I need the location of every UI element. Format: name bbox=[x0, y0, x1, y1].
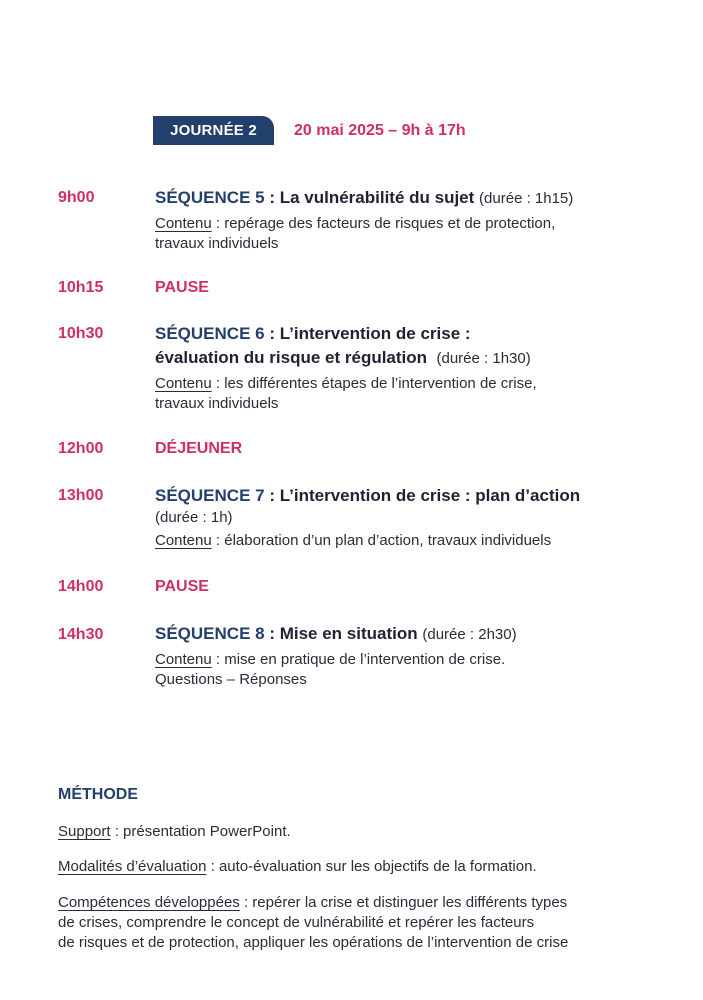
sequence-label: SÉQUENCE 8 bbox=[155, 624, 265, 643]
sequence-label: SÉQUENCE 7 bbox=[155, 486, 265, 505]
sequence-8 bbox=[155, 622, 675, 690]
methode-competences: Compétences développées : repérer la crise et distinguer les différents types de crises, comprendre le concept de vulnérabilité et repérer les facteurs de risques et de protection, appliquer les opérations de l’intervention de crise bbox=[58, 894, 569, 951]
sequence-title: : Mise en situation bbox=[264, 624, 418, 643]
sequence-duree: (durée : 2h30) bbox=[422, 626, 517, 643]
journee-badge: JOURNÉE 2 bbox=[153, 116, 274, 145]
sequence-contenu: Contenu : les différentes étapes de l’intervention de crise, travaux individuels bbox=[155, 375, 537, 412]
sequence-title: : L’intervention de crise : plan d’action bbox=[264, 486, 581, 505]
dejeuner-label: DÉJEUNER bbox=[155, 440, 243, 457]
methode-modalites: Modalités d’évaluation : auto-évaluation sur les objectifs de la formation. bbox=[58, 858, 537, 875]
sequence-contenu: Contenu : mise en pratique de l’intervention de crise. Questions – Réponses bbox=[155, 651, 506, 688]
time-14h00: 14h00 bbox=[58, 578, 104, 595]
time-9h00: 9h00 bbox=[58, 189, 95, 206]
sequence-contenu: Contenu : repérage des facteurs de risques et de protection, travaux individuels bbox=[155, 215, 556, 252]
sequence-label: SÉQUENCE 6 bbox=[155, 324, 265, 343]
methode-title: MÉTHODE bbox=[58, 786, 138, 803]
sequence-contenu: Contenu : élaboration d’un plan d’action, travaux individuels bbox=[155, 532, 552, 549]
sequence-5 bbox=[155, 186, 675, 254]
sequence-7 bbox=[155, 484, 675, 551]
journee-date: 20 mai 2025 – 9h à 17h bbox=[294, 122, 466, 139]
sequence-duree: (durée : 1h) bbox=[155, 509, 233, 526]
time-13h00: 13h00 bbox=[58, 487, 104, 504]
sequence-title-line2: évaluation du risque et régulation bbox=[155, 348, 428, 367]
pause-label: PAUSE bbox=[155, 279, 209, 296]
time-10h15: 10h15 bbox=[58, 279, 104, 296]
sequence-duree: (durée : 1h30) bbox=[436, 350, 531, 367]
time-14h30: 14h30 bbox=[58, 626, 104, 643]
pause-label: PAUSE bbox=[155, 578, 209, 595]
time-12h00: 12h00 bbox=[58, 440, 104, 457]
sequence-6 bbox=[155, 322, 675, 414]
sequence-title: : La vulnérabilité du sujet bbox=[264, 188, 475, 207]
sequence-title: : L’intervention de crise : bbox=[264, 324, 471, 343]
sequence-duree: (durée : 1h15) bbox=[479, 190, 574, 207]
methode-support: Support : présentation PowerPoint. bbox=[58, 823, 291, 840]
sequence-label: SÉQUENCE 5 bbox=[155, 188, 265, 207]
time-10h30: 10h30 bbox=[58, 325, 104, 342]
